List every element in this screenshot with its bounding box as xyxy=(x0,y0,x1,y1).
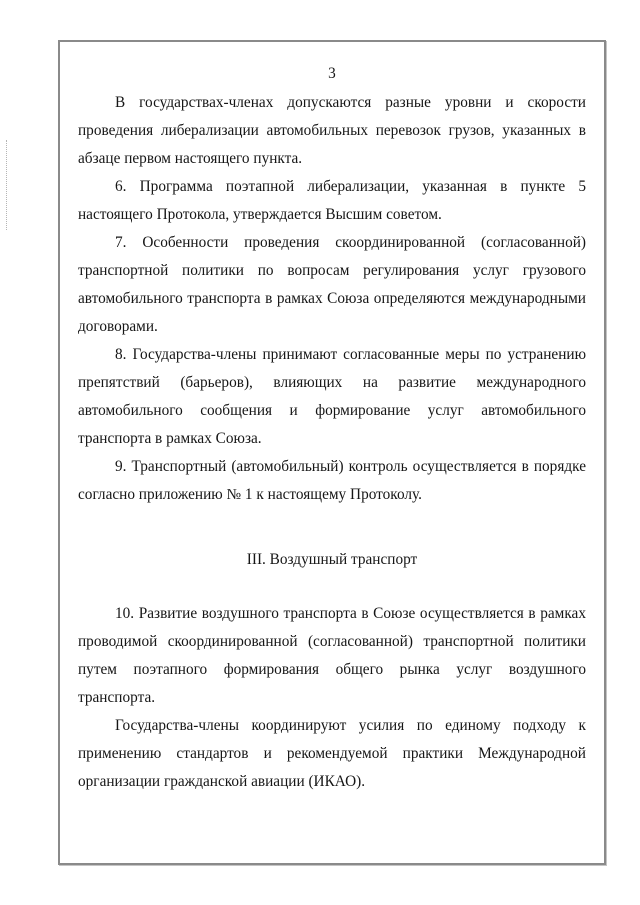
paragraph-item-9: 9. Транспортный (автомобильный) контроль осуществляется в порядке согласно приложению № 1 к настоящему Протоколу. xyxy=(78,458,586,503)
paragraph-item-10: 10. Развитие воздушного транспорта в Союзе осуществляется в рамках проводимой скоординированной (согласованной) транспортной политики путем поэтапного формирования общего рынка услуг воздушного транспорта. xyxy=(78,605,586,706)
paragraph-item-6: 6. Программа поэтапной либерализации, указанная в пункте 5 настоящего Протокола, утверждается Высшим советом. xyxy=(78,178,586,223)
document-body xyxy=(78,60,586,796)
scan-margin-mark xyxy=(6,140,8,230)
paragraph-icao-coordination: Государства-члены координируют усилия по единому подходу к применению стандартов и рекомендуемой практики Международной организации гражданской авиации (ИКАО). xyxy=(78,717,586,790)
section-heading-air-transport: III. Воздушный транспорт xyxy=(246,551,418,568)
paragraph-item-8: 8. Государства-члены принимают согласованные меры по устранению препятствий (барьеров), влияющих на развитие международного автомобильного сообщения и формирование услуг автомобильного транспорта в рамках Союза. xyxy=(78,346,586,447)
paragraph-item-7: 7. Особенности проведения скоординированной (согласованной) транспортной политики по вопросам регулирования услуг грузового автомобильного транспорта в рамках Союза определяются международными договорами. xyxy=(78,234,586,335)
page-number: 3 xyxy=(328,65,336,82)
paragraph-liberalization-levels: В государствах-членах допускаются разные уровни и скорости проведения либерализации автомобильных перевозок грузов, указанных в абзаце первом настоящего пункта. xyxy=(78,94,586,167)
